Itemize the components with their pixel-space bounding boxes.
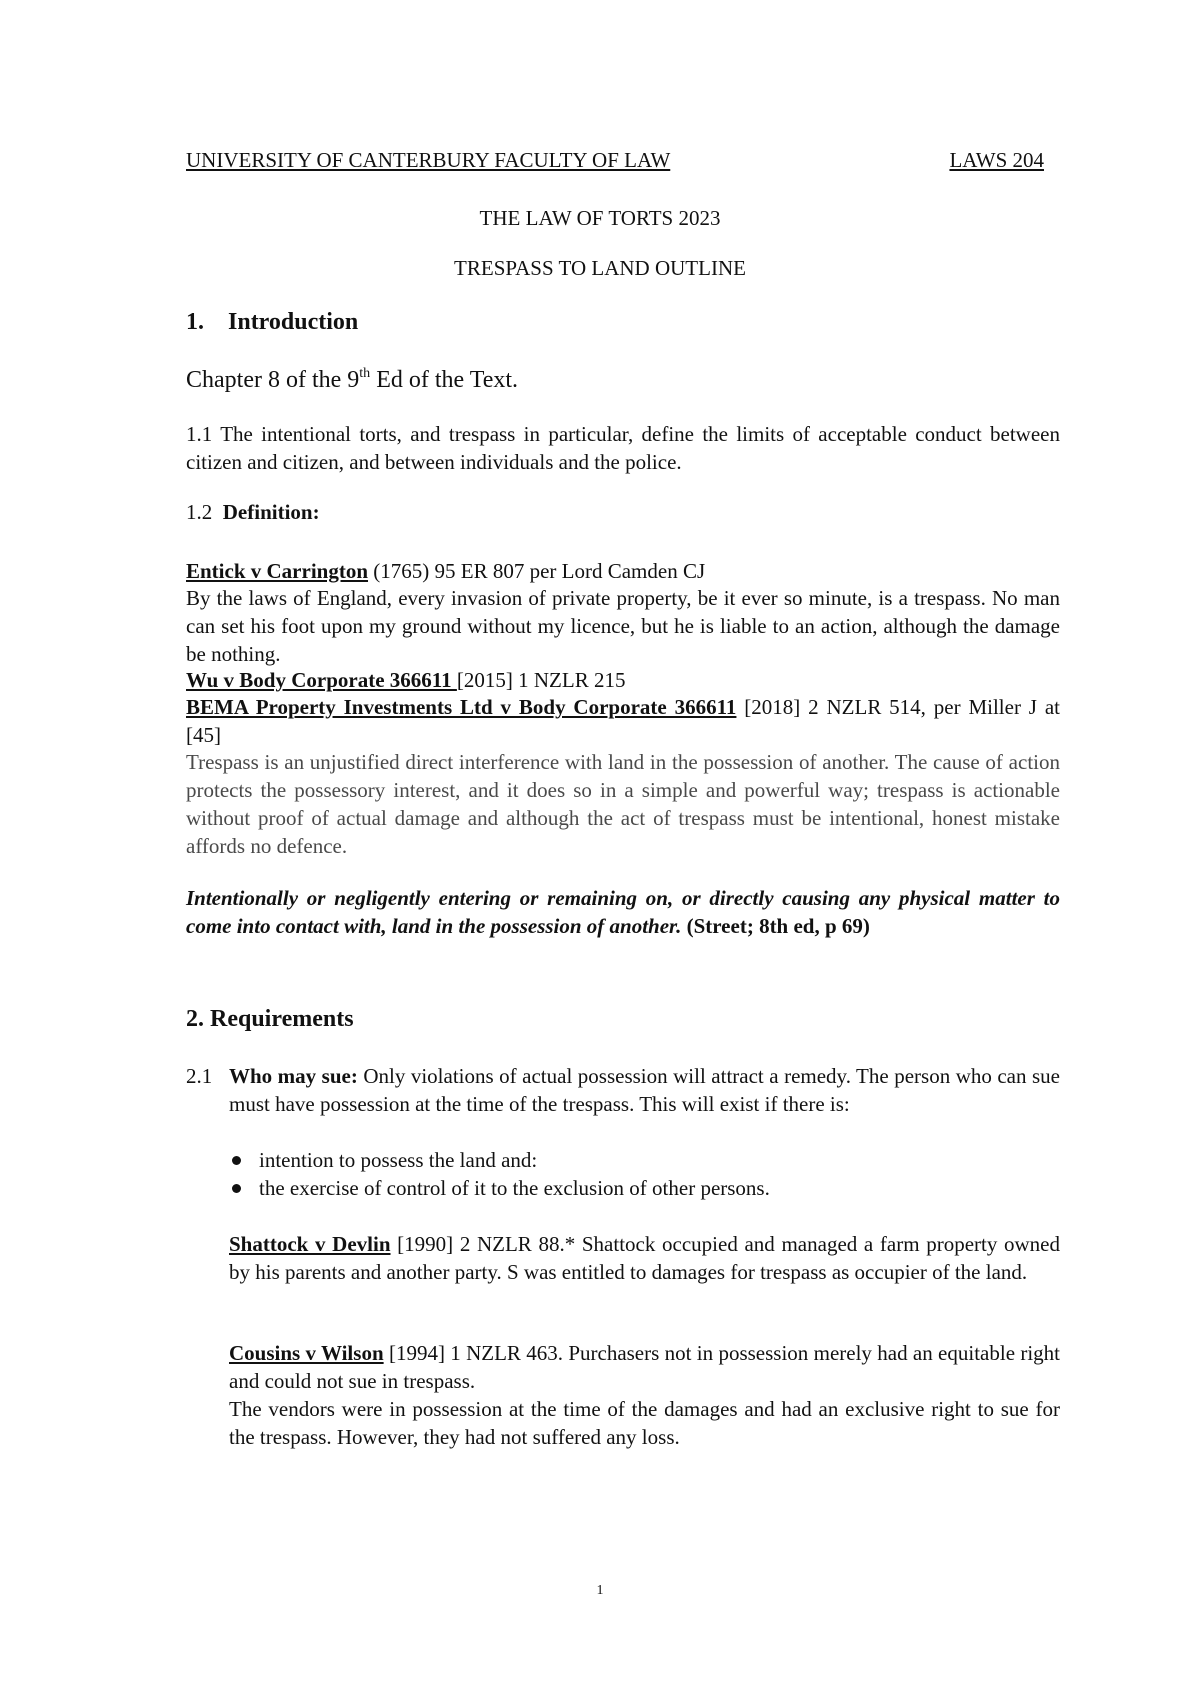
page-number: 1 bbox=[596, 1583, 604, 1598]
section-2-heading: 2. Requirements bbox=[186, 1006, 354, 1032]
cousins-case-name: Cousins v Wilson bbox=[229, 1341, 384, 1365]
section-1-title: Introduction bbox=[228, 309, 359, 335]
bema-citation bbox=[186, 693, 1060, 749]
header-course-code: LAWS 204 bbox=[949, 148, 1044, 172]
item-2-1-text bbox=[229, 1062, 1060, 1118]
item-2-1-number: 2.1 bbox=[186, 1064, 213, 1088]
entick-cite: (1765) 95 ER 807 per Lord Camden CJ bbox=[368, 559, 706, 583]
section-1-heading bbox=[186, 308, 358, 336]
list-item-text: intention to possess the land and: bbox=[259, 1148, 538, 1172]
entick-citation bbox=[186, 557, 1060, 585]
bullet-icon bbox=[232, 1184, 241, 1193]
course-title: THE LAW OF TORTS 2023 bbox=[479, 206, 721, 230]
shattock-case-name: Shattock v Devlin bbox=[229, 1232, 391, 1256]
chapter-prefix: Chapter 8 of the 9 bbox=[186, 367, 360, 393]
paragraph-1-2-number: 1.2 bbox=[186, 500, 213, 524]
list-item bbox=[229, 1174, 1060, 1202]
page-header bbox=[186, 146, 1044, 178]
shattock-paragraph bbox=[229, 1230, 1060, 1286]
list-item-text: the exercise of control of it to the exclusion of other persons. bbox=[259, 1176, 770, 1200]
street-definition-text: Intentionally or negligently entering or remaining on, or directly causing any physical matter to come into contact with, land in the possession of another. bbox=[186, 886, 1060, 938]
bema-cite: [2018] 2 NZLR 514, per Miller J at [45] bbox=[186, 695, 1060, 747]
item-2-1 bbox=[186, 1062, 1060, 1118]
wu-citation bbox=[186, 666, 1060, 694]
cousins-paragraph bbox=[229, 1339, 1060, 1395]
list-item bbox=[229, 1146, 1060, 1174]
cousins-paragraph-2: The vendors were in possession at the time of the damages and had an exclusive right to sue for the trespass. However, they had not suffered any loss. bbox=[229, 1397, 1060, 1449]
who-may-sue-label: Who may sue: bbox=[229, 1064, 358, 1088]
cousins-text: [1994] 1 NZLR 463. Purchasers not in possession merely had an equitable right and could not sue in trespass. bbox=[229, 1341, 1061, 1393]
bema-case-name: BEMA Property Investments Ltd v Body Corporate 366611 bbox=[186, 695, 737, 719]
chapter-sup: th bbox=[359, 366, 371, 381]
outline-title: TRESPASS TO LAND OUTLINE bbox=[454, 256, 746, 280]
chapter-reference bbox=[186, 366, 518, 394]
street-definition bbox=[186, 884, 1060, 940]
shattock-text: [1990] 2 NZLR 88.* Shattock occupied and managed a farm property owned by his parents and another party. S was entitled to damages for trespass as occupier of the land. bbox=[229, 1232, 1061, 1284]
possession-requirements-list bbox=[229, 1146, 1060, 1202]
section-1-number: 1. bbox=[186, 309, 204, 335]
wu-case-name: Wu v Body Corporate 366611 bbox=[186, 668, 457, 692]
entick-quote: By the laws of England, every invasion of private property, be it ever so minute, is a trespass. No man can set his foot upon my ground without my licence, but he is liable to an action, although the damage be nothing. bbox=[186, 586, 1060, 666]
wu-cite: [2015] 1 NZLR 215 bbox=[456, 668, 626, 692]
entick-case-name: Entick v Carrington bbox=[186, 559, 369, 583]
bullet-icon bbox=[232, 1156, 241, 1165]
header-institution: UNIVERSITY OF CANTERBURY FACULTY OF LAW bbox=[186, 148, 671, 172]
bema-quote: Trespass is an unjustified direct interference with land in the possession of another. The cause of action protects the possessory interest, and it does so in a simple and powerful way; trespass is actionable without proof of actual damage and although the act of trespass must be intentional, honest mistake affords no defence. bbox=[186, 750, 1060, 858]
paragraph-1-1: 1.1 The intentional torts, and trespass in particular, define the limits of acceptable conduct between citizen and citizen, and between individuals and the police. bbox=[186, 422, 1060, 474]
street-citation: (Street; 8th ed, p 69) bbox=[681, 914, 870, 938]
who-may-sue-text: Only violations of actual possession will attract a remedy. The person who can sue must have possession at the time of the trespass. This will exist if there is: bbox=[229, 1064, 1060, 1116]
chapter-suffix: Ed of the Text. bbox=[370, 367, 519, 393]
definition-label: Definition: bbox=[222, 500, 320, 524]
paragraph-1-2 bbox=[186, 498, 1060, 526]
